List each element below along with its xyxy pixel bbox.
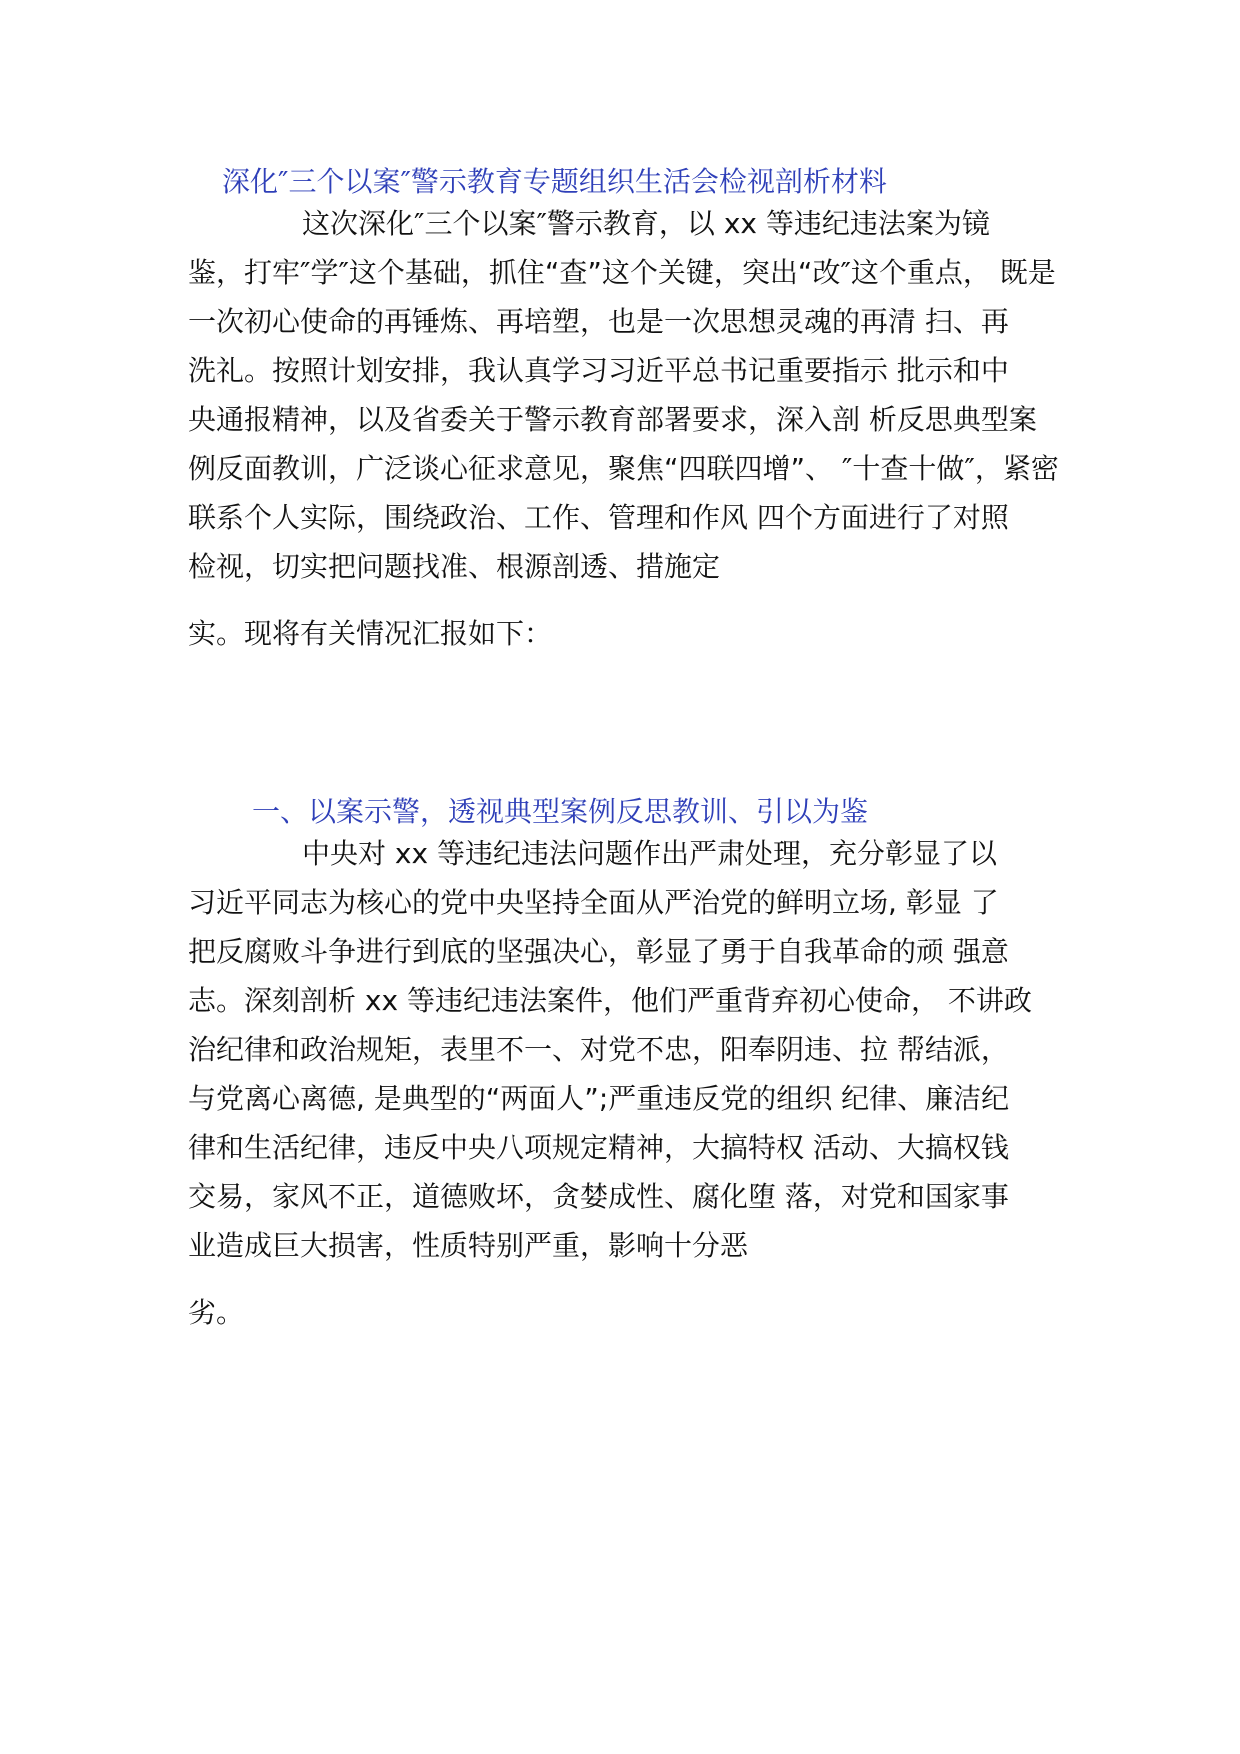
paragraph-line: 洗礼。按照计划安排，我认真学习习近平总书记重要指示 批示和中 xyxy=(188,354,1009,387)
paragraph-line: 这次深化″三个以案″警示教育，以 xx 等违纪违法案为镜 xyxy=(302,207,990,240)
document-title: 深化″三个以案″警示教育专题组织生活会检视剖析材料 xyxy=(222,165,887,198)
paragraph-line: 检视，切实把问题找准、根源剖透、措施定 xyxy=(188,550,721,583)
paragraph-line: 志。深刻剖析 xx 等违纪违法案件，他们严重背弃初心使命， 不讲政 xyxy=(188,984,1032,1017)
paragraph-line: 一次初心使命的再锤炼、再培塑，也是一次思想灵魂的再清 扫、再 xyxy=(188,305,1009,338)
paragraph-line: 实。现将有关情况汇报如下： xyxy=(188,617,553,650)
paragraph-line: 业造成巨大损害，性质特别严重，影响十分恶 xyxy=(188,1229,749,1262)
paragraph-line: 劣。 xyxy=(188,1296,245,1329)
paragraph-line: 央通报精神，以及省委关于警示教育部署要求，深入剖 析反思典型案 xyxy=(188,403,1037,436)
paragraph-line: 中央对 xx 等违纪违法问题作出严肃处理，充分彰显了以 xyxy=(302,837,997,870)
paragraph-line: 把反腐败斗争进行到底的坚强决心，彰显了勇于自我革命的顽 强意 xyxy=(188,935,1009,968)
paragraph-line: 鉴，打牢″学″这个基础，抓住“查”这个关键，突出“改″这个重点， 既是 xyxy=(188,256,1056,289)
paragraph-line: 例反面教训，广泛谈心征求意见，聚焦“四联四增”、 ″十查十做″，紧密 xyxy=(188,452,1059,485)
paragraph-line: 习近平同志为核心的党中央坚持全面从严治党的鲜明立场, 彰显 了 xyxy=(188,886,999,919)
paragraph-line: 治纪律和政治规矩，表里不一、对党不忠，阳奉阴违、拉 帮结派， xyxy=(188,1033,1009,1066)
paragraph-line: 与党离心离德, 是典型的“两面人”;严重违反党的组织 纪律、廉洁纪 xyxy=(188,1082,1010,1115)
paragraph-line: 律和生活纪律，违反中央八项规定精神，大搞特权 活动、大搞权钱 xyxy=(188,1131,1009,1164)
paragraph-line: 联系个人实际，围绕政治、工作、管理和作风 四个方面进行了对照 xyxy=(188,501,1009,534)
section-heading: 一、以案示警，透视典型案例反思教训、引以为鉴 xyxy=(252,795,869,828)
paragraph-line: 交易，家风不正，道德败坏，贪婪成性、腐化堕 落，对党和国家事 xyxy=(188,1180,1009,1213)
